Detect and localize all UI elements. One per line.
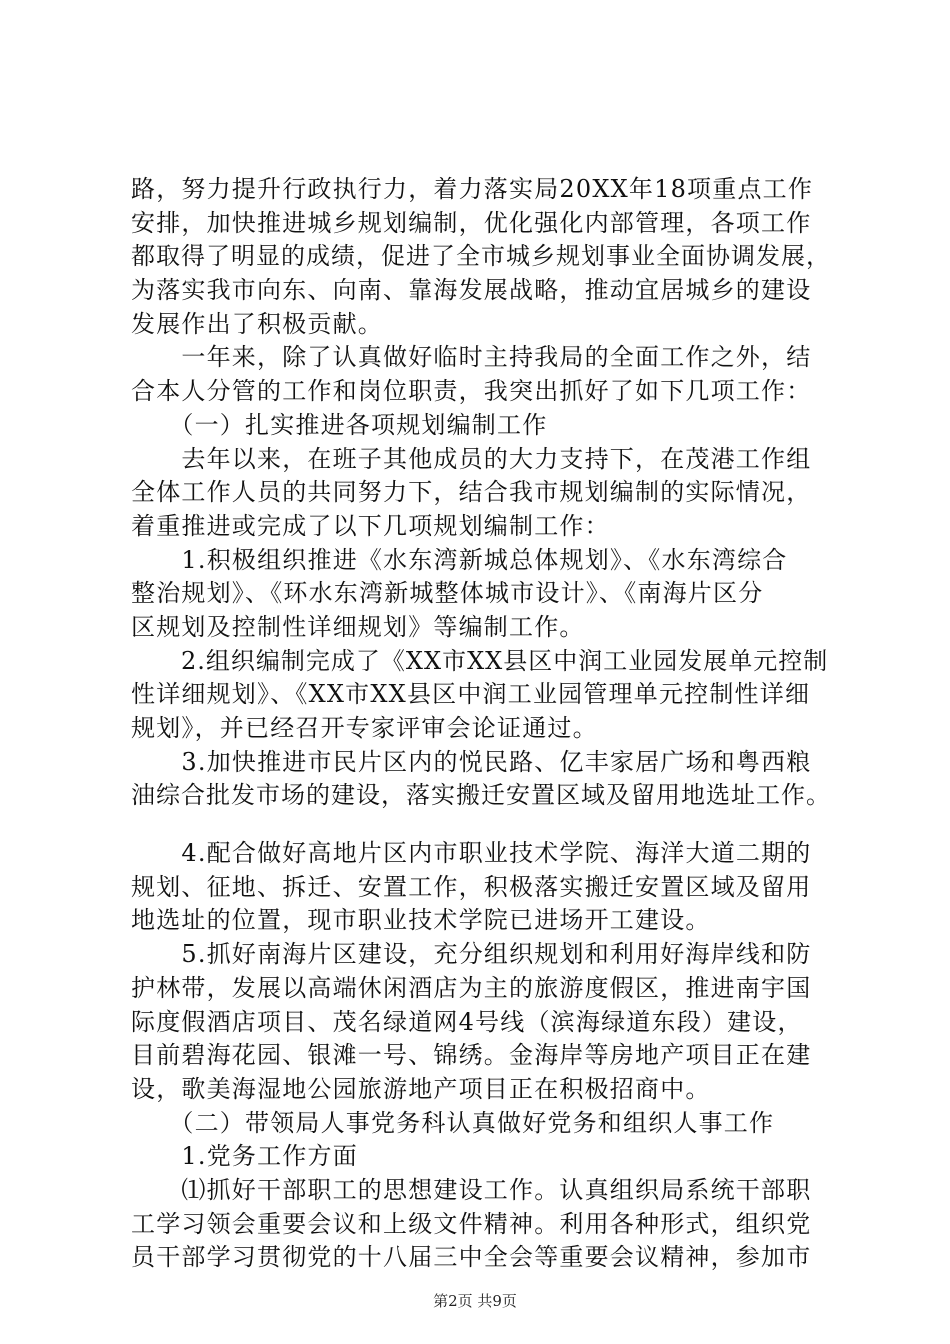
text-line: 合本人分管的工作和岗位职责，我突出抓好了如下几项工作： — [131, 377, 812, 406]
text-line: 发展作出了积极贡献。 — [131, 309, 383, 338]
text-line: 地选址的位置，现市职业技术学院已进场开工建设。 — [131, 906, 711, 935]
text-line: 为落实我市向东、向南、靠海发展战略，推动宜居城乡的建设 — [131, 276, 812, 305]
text-line: 设，歌美海湿地公园旅游地产项目正在积极招商中。 — [131, 1074, 711, 1103]
text-line: 4.配合做好高地片区内市职业技术学院、海洋大道二期的 — [131, 839, 812, 868]
text-line: 去年以来，在班子其他成员的大力支持下，在茂港工作组 — [131, 444, 812, 473]
text-line: 一年来，除了认真做好临时主持我局的全面工作之外，结 — [131, 343, 812, 372]
text-line: 员干部学习贯彻党的十八届三中全会等重要会议精神，参加市 — [131, 1243, 812, 1272]
text-line: 2.组织编制完成了《XX市XX县区中润工业园发展单元控制 — [131, 646, 829, 675]
text-line: 着重推进或完成了以下几项规划编制工作： — [131, 511, 610, 540]
text-line: 工学习领会重要会议和上级文件精神。利用各种形式，组织党 — [131, 1209, 812, 1238]
text-line: 3.加快推进市民片区内的悦民路、亿丰家居广场和粤西粮 — [131, 747, 812, 776]
text-line: 整治规划》、《环水东湾新城整体城市设计》、《南海片区分 — [131, 579, 764, 608]
text-line: 际度假酒店项目、茂名绿道网4号线（滨海绿道东段）建设， — [131, 1007, 803, 1036]
text-line: 全体工作人员的共同努力下，结合我市规划编制的实际情况， — [131, 478, 812, 507]
text-line: 目前碧海花园、银滩一号、锦绣。金海岸等房地产项目正在建 — [131, 1041, 812, 1070]
text-line: 规划》，并已经召开专家评审会论证通过。 — [131, 714, 598, 742]
text-line: 区规划及控制性详细规划》等编制工作。 — [131, 612, 585, 641]
text-line: ⑴抓好干部职工的思想建设工作。认真组织局系统干部职 — [131, 1175, 812, 1204]
text-line: 护林带，发展以高端休闲酒店为主的旅游度假区，推进南宇国 — [131, 973, 812, 1002]
text-line: 都取得了明显的成绩，促进了全市城乡规划事业全面协调发展， — [131, 242, 831, 271]
text-line: 规划、征地、拆迁、安置工作，积极落实搬迁安置区域及留用 — [131, 872, 812, 901]
page-number: 第2页 共9页 — [433, 1292, 517, 1310]
text-line: 性详细规划》、《XX市XX县区中润工业园管理单元控制性详细 — [131, 680, 811, 709]
text-line: 油综合批发市场的建设，落实搬迁安置区域及留用地选址工作。 — [131, 781, 831, 810]
text-line: 安排，加快推进城乡规划编制，优化强化内部管理，各项工作 — [131, 208, 812, 237]
text-line: 5.抓好南海片区建设，充分组织规划和利用好海岸线和防 — [131, 940, 812, 969]
section-heading: （二）带领局人事党务科认真做好党务和组织人事工作 — [131, 1108, 775, 1137]
document-body — [131, 173, 831, 1275]
text-line: 路，努力提升行政执行力，着力落实局20XX年18项重点工作 — [131, 175, 814, 203]
text-line: 1.积极组织推进《水东湾新城总体规划》、《水东湾综合 — [131, 545, 788, 574]
section-heading: （一）扎实推进各项规划编制工作 — [131, 410, 548, 439]
paragraph-gap — [131, 813, 831, 837]
subsection-heading: 1.党务工作方面 — [131, 1142, 358, 1171]
